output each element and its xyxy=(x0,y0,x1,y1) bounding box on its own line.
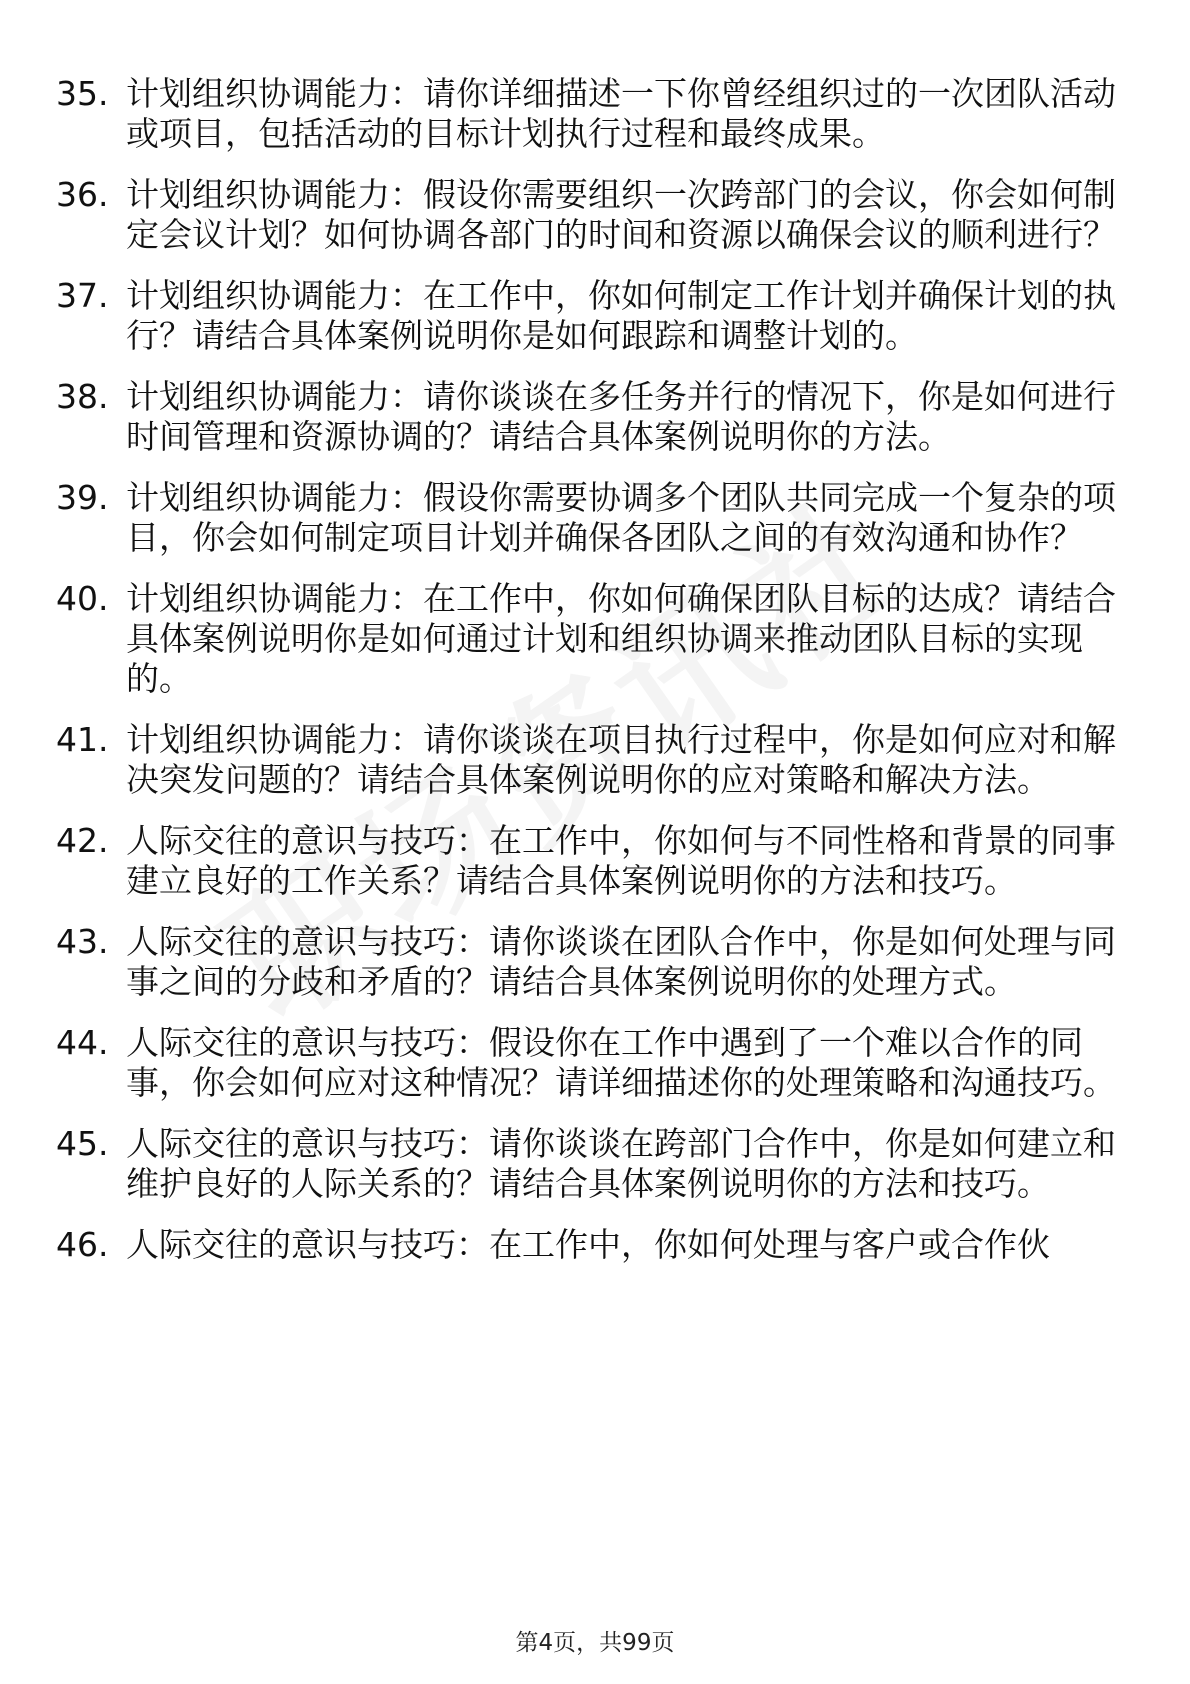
list-item xyxy=(56,1023,1116,1103)
list-item xyxy=(56,175,1116,255)
question-text: 计划组织协调能力：请你谈谈在项目执行过程中，你是如何应对和解决突发问题的？请结合具体案例说明你的应对策略和解决方法。 xyxy=(126,720,1116,799)
question-number: 37. xyxy=(56,276,109,315)
question-text: 人际交往的意识与技巧：在工作中，你如何与不同性格和背景的同事建立良好的工作关系？请结合具体案例说明你的方法和技巧。 xyxy=(126,821,1116,900)
question-text: 人际交往的意识与技巧：请你谈谈在跨部门合作中，你是如何建立和维护良好的人际关系的？请结合具体案例说明你的方法和技巧。 xyxy=(126,1124,1116,1203)
question-text: 计划组织协调能力：在工作中，你如何确保团队目标的达成？请结合具体案例说明你是如何通过计划和组织协调来推动团队目标的实现的。 xyxy=(126,579,1116,698)
list-item xyxy=(56,821,1116,901)
list-item xyxy=(56,377,1116,457)
question-text: 计划组织协调能力：请你谈谈在多任务并行的情况下，你是如何进行时间管理和资源协调的？请结合具体案例说明你的方法。 xyxy=(126,377,1116,456)
question-text: 计划组织协调能力：请你详细描述一下你曾经组织过的一次团队活动或项目，包括活动的目标计划执行过程和最终成果。 xyxy=(126,74,1116,153)
question-number: 39. xyxy=(56,478,109,517)
question-text: 人际交往的意识与技巧：假设你在工作中遇到了一个难以合作的同事，你会如何应对这种情况？请详细描述你的处理策略和沟通技巧。 xyxy=(126,1023,1116,1102)
question-number: 45. xyxy=(56,1124,109,1163)
question-number: 35. xyxy=(56,74,109,113)
question-text: 计划组织协调能力：假设你需要组织一次跨部门的会议，你会如何制定会议计划？如何协调各部门的时间和资源以确保会议的顺利进行？ xyxy=(126,175,1116,254)
question-text: 人际交往的意识与技巧：请你谈谈在团队合作中，你是如何处理与同事之间的分歧和矛盾的？请结合具体案例说明你的处理方式。 xyxy=(126,922,1116,1001)
question-text: 计划组织协调能力：假设你需要协调多个团队共同完成一个复杂的项目，你会如何制定项目计划并确保各团队之间的有效沟通和协作？ xyxy=(126,478,1116,557)
list-item xyxy=(56,579,1116,699)
list-item xyxy=(56,1225,1116,1265)
list-item xyxy=(56,74,1116,154)
question-number: 42. xyxy=(56,821,109,860)
question-number: 41. xyxy=(56,720,109,759)
list-item xyxy=(56,720,1116,800)
page-footer: 第4页，共99页 xyxy=(515,1630,675,1656)
question-number: 36. xyxy=(56,175,109,214)
question-text: 计划组织协调能力：在工作中，你如何制定工作计划并确保计划的执行？请结合具体案例说明你是如何跟踪和调整计划的。 xyxy=(126,276,1116,355)
question-text: 人际交往的意识与技巧：在工作中，你如何处理与客户或合作伙 xyxy=(126,1225,1050,1264)
question-number: 43. xyxy=(56,922,109,961)
list-item xyxy=(56,478,1116,558)
question-number: 44. xyxy=(56,1023,109,1062)
list-item xyxy=(56,922,1116,1002)
list-item xyxy=(56,276,1116,356)
question-number: 40. xyxy=(56,579,109,618)
question-number: 38. xyxy=(56,377,109,416)
question-list xyxy=(56,74,1116,1286)
question-number: 46. xyxy=(56,1225,109,1264)
list-item xyxy=(56,1124,1116,1204)
